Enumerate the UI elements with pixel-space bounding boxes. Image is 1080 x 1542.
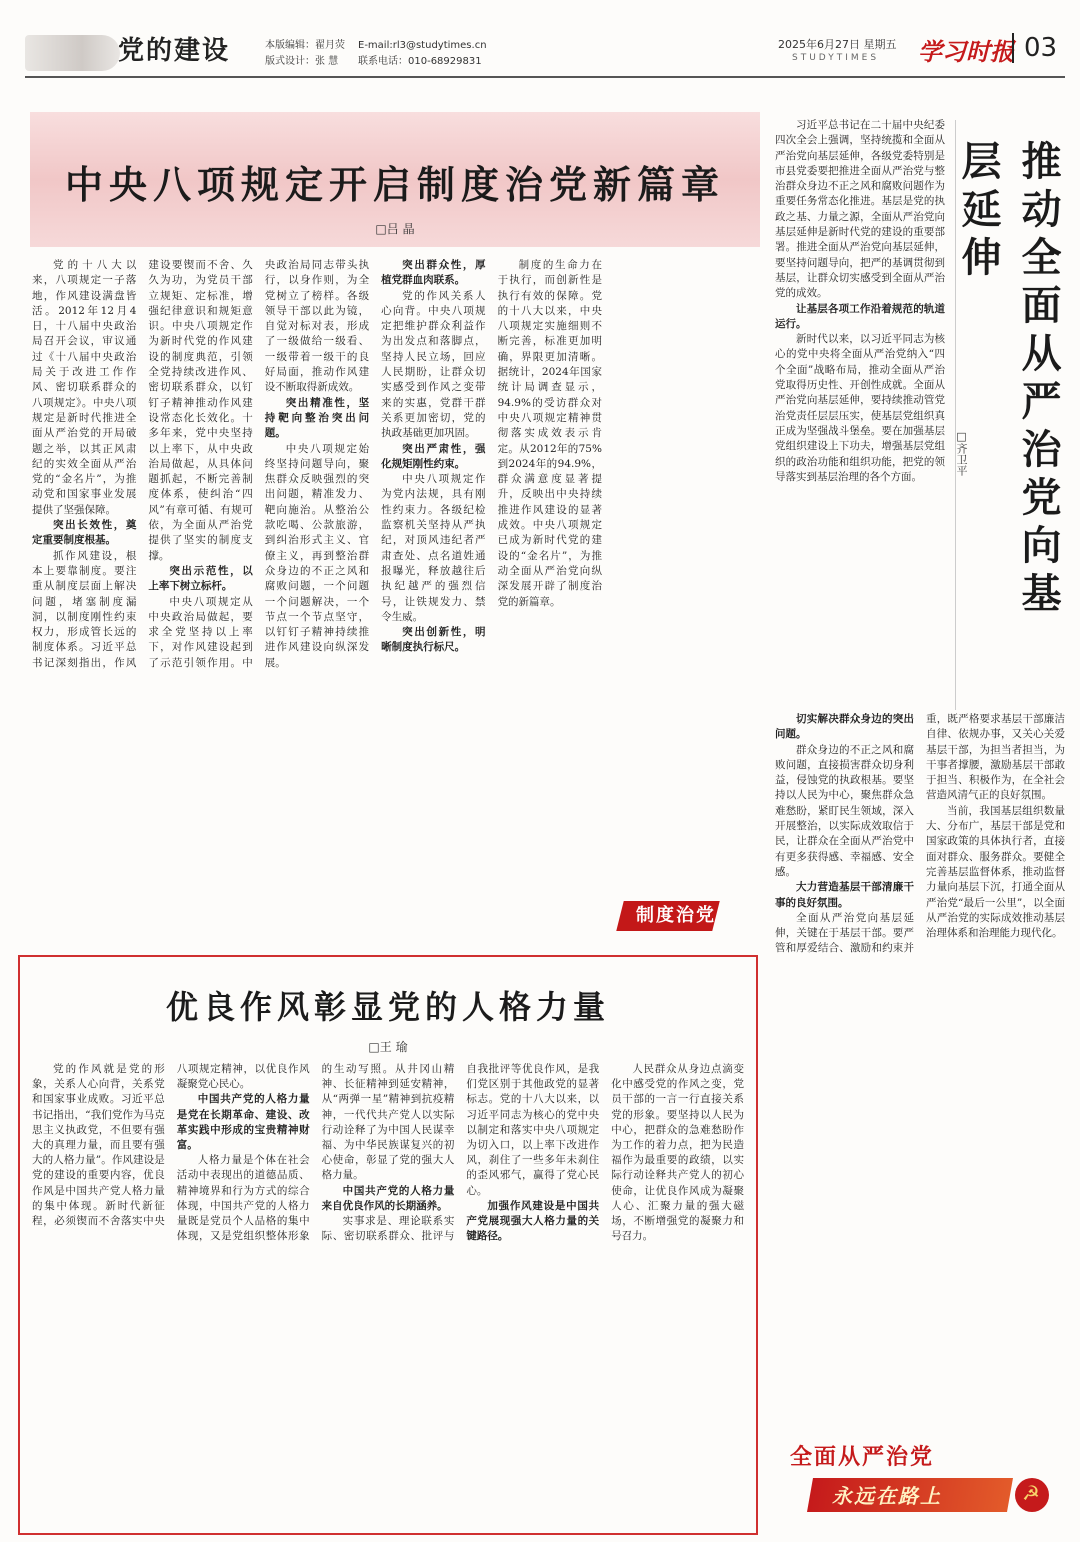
paragraph: 制度的生命力在于执行，而创新性是执行有效的保障。党的十八大以来，中央八项规定实施细则不断完善，标准更加明确，界限更加清晰。据统计，2024年国家统计局调查显示，94.9%的受访群众对中央八项规定精神贯彻落实成效表示肯定。从2012年的75%到2024年的94.9%，群众满意度显著提升，反映出中央持续推进作风建设的显著成效。中央八项规定已成为新时代党的建设的“金名片”，为推动全面从严治党向纵深发展开辟了制度治党的新篇章。	[497, 259, 602, 608]
sticker-label: 制度治党	[636, 905, 716, 926]
paragraph: 新时代以来，以习近平同志为核心的党中央将全面从严治党纳入“四个全面”战略布局，推动全面从严治党取得历史性、开创性成就。全面从严治党向基层延伸，要持续推动管党治党责任层层压实，使基层党组织真正成为坚强战斗堡垒。要在加强基层党组织建设上下功夫，增强基层党组织的政治功能和组织功能，把党的领导落实到基层治理的各个方面。	[775, 333, 945, 483]
article1-author: □吕 晶	[375, 222, 415, 236]
editor-info	[265, 38, 345, 70]
newspaper-logo: 学习时报	[918, 37, 1014, 66]
column-sticker	[620, 895, 720, 935]
subheading: 突出示范性，以上率下树立标杆。	[148, 564, 253, 593]
paragraph: 人民群众从身边点滴变化中感受党的作风之变，党员干部的一言一行直接关系党的形象。要坚持以人民为中心，把群众的急难愁盼作为工作的着力点，把为民造福作为最重要的政绩，以实际行动诠释共产党人的初心使命，让优良作风成为凝聚人心、汇聚力量的强大磁场，不断增强党的凝聚力和号召力。	[611, 1063, 744, 1243]
editor-line: 本版编辑：翟月荧	[265, 40, 345, 51]
subheading: 突出群众性，厚植党群血肉联系。	[381, 259, 486, 287]
section-title: 党的建设	[118, 36, 231, 66]
paragraph: 中央八项规定始终坚持问题导向，聚焦群众反映强烈的突出问题，精准发力、靶向施治。从整治公款吃喝、公款旅游，到纠治形式主义、官僚主义，再到整治群众身边的不正之风和腐败问题，一个问题一个问题解决，一个节点一个节点坚守，以钉钉子精神持续推进作风建设向纵深发展。	[264, 442, 370, 669]
paragraph: 中央八项规定从中央政治局做起，要求全党坚持以上率下，对作风建设起到了示范引领作用。中央政治局同志带头执行，以身作则，为全党树立了榜样。各级领导干部以此为镜，自觉对标对表，形成了一级做给一级看、一级带着一级干的良好局面，推动作风建设不断取得新成效。	[148, 259, 370, 669]
article3-title: 推动全面从严治党向基层延伸	[955, 140, 1062, 620]
subheading: 突出严肃性，强化规矩刚性约束。	[381, 442, 486, 470]
paragraph: 习近平总书记在二十届中央纪委四次全会上强调，坚持统揽和全面从严治党向基层延伸，各级党委特别是市县党委要把推进全面从严治党与整治群众身边不正之风和腐败问题作为重要任务常态化推进。基层是党的执政之基、力量之源，全面从严治党向基层延伸是新时代党的建设的重要部署。推进全面从严治党向基层延伸，要坚持问题导向，把严的基调贯彻到基层，让群众切实感受到全面从严治党的成效。	[775, 119, 945, 300]
paragraph: 党的十八大以来，八项规定一子落地，作风建设满盘皆活。2012年12月4日，十八届中央政治局召开会议，审议通过《十八届中央政治局关于改进工作作风、密切联系群众的八项规定》。中央八项规定是新时代推进全面从严治党的开局破题之举，以其正风肃纪的实效全面从严治党的“金名片”，为推动党和国家事业发展提供了坚强保障。	[32, 259, 137, 516]
issue-date: 2025年6月27日 星期五	[778, 38, 897, 51]
paragraph: 当前，我国基层组织数量大、分布广，基层干部是党和国家政策的具体执行者，直接面对群众、服务群众。要健全完善基层监督体系，推动监督力量向基层下沉，打通全面从严治党“最后一公里”，以全面从严治党的实际成效推动基层治理体系和治理能力现代化。	[926, 804, 1065, 940]
paragraph: 实事求是、理论联系实际、密切联系群众、批评与自我批评等优良作风，是我们党区别于其他政党的显著标志。党的十八大以来，以习近平同志为核心的党中央以制定和落实中央八项规定为切入口，以上率下改进作风，刹住了一些多年未刹住的歪风邪气，赢得了党心民心。	[321, 1063, 600, 1243]
subheading: 加强作风建设是中国共产党展现强大人格力量的关键路径。	[466, 1199, 600, 1243]
article1-body	[32, 258, 602, 838]
section-brush-decoration	[25, 35, 120, 71]
article2-title: 优良作风彰显党的人格力量	[165, 988, 610, 1026]
slogan-line2: 永远在路上	[832, 1484, 942, 1508]
subheading: 突出精准性，坚持靶向整治突出问题。	[264, 396, 370, 440]
subheading: 切实解决群众身边的突出问题。	[775, 713, 914, 741]
designer-line: 版式设计：张 慧	[265, 56, 339, 67]
article2-author: □王 瑜	[368, 1040, 408, 1054]
subheading: 突出创新性，明晰制度执行标尺。	[381, 626, 486, 654]
email-line: E-mail:rl3@studytimes.cn	[358, 40, 487, 51]
subheading: 突出长效性，奠定重要制度根基。	[32, 519, 137, 547]
article3-body-bottom	[775, 712, 1065, 1418]
slogan-banner	[790, 1440, 1055, 1530]
article1-title: 中央八项规定开启制度治党新篇章	[64, 162, 725, 207]
masthead-divider	[25, 76, 1065, 78]
subheading: 中国共产党的人格力量来自优良作风的长期涵养。	[321, 1184, 455, 1212]
contact-info	[358, 38, 487, 70]
subheading: 让基层各项工作沿着规范的轨道运行。	[775, 302, 945, 330]
paragraph: 全面从严治党向基层延伸，关键在于基层干部。要严管和厚爱结合、激励和约束并重，既严格要求基层干部廉洁自律、依规办事，又关心关爱基层干部，为担当者担当，为干事者撑腰，激励基层干部敢于担当、积极作为，在全社会营造风清气正的良好氛围。	[775, 713, 1065, 955]
article3-author: □齐卫平	[955, 430, 968, 476]
paragraph: 群众身边的不正之风和腐败问题，直接损害群众切身利益，侵蚀党的执政根基。要坚持以人民为中心，聚焦群众急难愁盼，紧盯民生领域，深入开展整治，以实际成效取信于民，让群众在全面从严治党中有更多获得感、幸福感、安全感。	[775, 743, 914, 878]
article3-body-top	[775, 118, 945, 708]
brand-english: STUDYTIMES	[792, 53, 880, 63]
paragraph: 抓作风建设，根本上要靠制度。要注重从制度层面上解决问题，堵塞制度漏洞，以制度刚性约束权力，形成管长远的制度体系。习近平总书记深刻指出，作风建设要锲而不舍、久久为功，为党员干部立规矩、定标准，增强纪律意识和规矩意识。中央八项规定作为新时代党的作风建设的制度典范，引领全党持续改进作风、密切联系群众，以钉钉子精神推动作风建设常态化长效化。十多年来，党中央坚持以上率下，从中央政治局做起，从具体问题抓起，不断完善制度体系，使纠治“四风”有章可循、有规可依，为全面从严治党提供了坚实的制度支撑。	[32, 259, 253, 669]
article2-body	[32, 1062, 744, 1527]
slogan-line1: 全面从严治党	[790, 1445, 935, 1470]
phone-line: 联系电话：010-68929831	[358, 56, 482, 67]
subheading: 中国共产党的人格力量是党在长期革命、建设、改革实践中形成的宝贵精神财富。	[176, 1093, 310, 1152]
paragraph: 人格力量是个体在社会活动中表现出的道德品质、精神境界和行为方式的综合体现，中国共产党的人格力量既是党员个人品格的集中体现，又是党组织整体形象的生动写照。从井冈山精神、长征精神到延安精神，从“两弹一星”精神到抗疫精神，一代代共产党人以实际行动诠释了为中国人民谋幸福、为中华民族谋复兴的初心使命，彰显了党的强大人格力量。	[176, 1063, 455, 1243]
paragraph: 中央八项规定作为党内法规，具有刚性约束力。各级纪检监察机关坚持从严执纪，对顶风违纪者严肃查处、点名道姓通报曝光，释放越往后执纪越严的强烈信号，让铁规发力、禁令生威。	[381, 473, 486, 623]
paragraph: 党的作风关系人心向背。中央八项规定把维护群众利益作为出发点和落脚点，坚持人民立场，回应人民期盼，让群众切实感受到作风之变带来的实惠，党群干群关系更加密切，党的执政基础更加巩固。	[381, 289, 486, 440]
party-emblem-glyph: ☭	[1022, 1481, 1040, 1505]
paragraph: 党的作风就是党的形象，关系人心向背，关系党和国家事业成败。习近平总书记指出，“我们党作为马克思主义执政党，不但要有强大的真理力量，而且要有强大的人格力量”。作风建设是党的建设的重要内容，优良作风是中国共产党人格力量的集中体现。新时代新征程，必须锲而不舍落实中央八项规定精神，以优良作风凝聚党心民心。	[32, 1063, 310, 1228]
party-emblem-icon	[1015, 1478, 1049, 1512]
page-number: 03	[1012, 33, 1057, 63]
masthead	[0, 0, 1080, 80]
subheading: 大力营造基层干部清廉干事的良好氛围。	[775, 881, 914, 909]
